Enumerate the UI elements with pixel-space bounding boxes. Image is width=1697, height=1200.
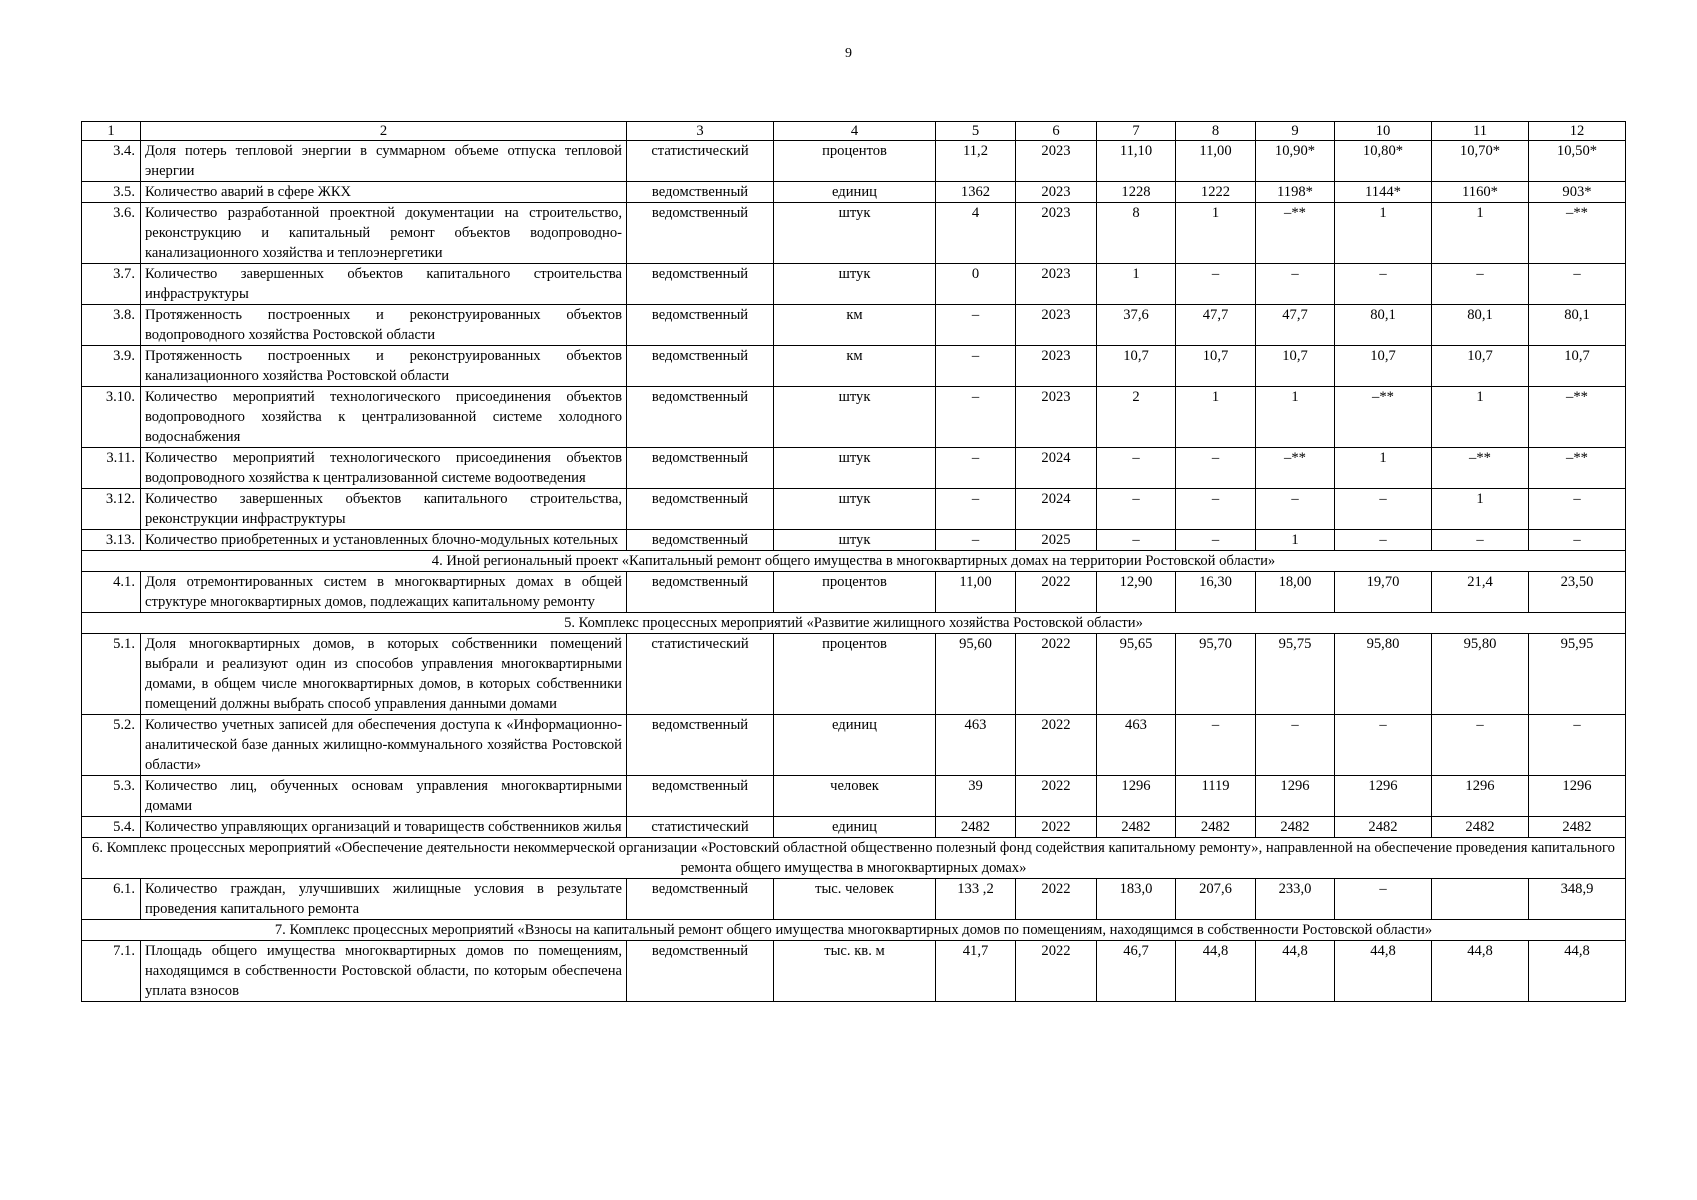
value-cell: –: [1097, 448, 1176, 489]
value-cell: 1228: [1097, 182, 1176, 203]
base-year-cell: 2023: [1016, 141, 1097, 182]
unit-cell: процентов: [774, 141, 936, 182]
base-year-cell: 2022: [1016, 879, 1097, 920]
value-cell: –: [1335, 264, 1432, 305]
header-cell: 2: [141, 122, 627, 141]
header-cell: 6: [1016, 122, 1097, 141]
indicator-description-cell: Количество мероприятий технологического присоединения объектов водопроводного хозяйства к централизованной системе холодного водоснабжения: [141, 387, 627, 448]
header-cell: 5: [936, 122, 1016, 141]
value-cell: 11,00: [1176, 141, 1256, 182]
base-value-cell: –: [936, 305, 1016, 346]
indicator-description-cell: Количество завершенных объектов капитального строительства инфраструктуры: [141, 264, 627, 305]
section-heading: 4. Иной региональный проект «Капитальный ремонт общего имущества в многоквартирных домах на территории Ростовской области»: [82, 551, 1626, 572]
section-heading: 7. Комплекс процессных мероприятий «Взносы на капитальный ремонт общего имущества многоквартирных домов по помещениям, находящимся в собственности Ростовской области»: [82, 920, 1626, 941]
header-cell: 3: [627, 122, 774, 141]
value-cell: –**: [1529, 203, 1626, 264]
base-value-cell: 2482: [936, 817, 1016, 838]
value-cell: 44,8: [1335, 941, 1432, 1002]
value-cell: 44,8: [1432, 941, 1529, 1002]
data-source-cell: ведомственный: [627, 530, 774, 551]
value-cell: 183,0: [1097, 879, 1176, 920]
row-number-cell: 3.7.: [82, 264, 141, 305]
section-heading-row: [82, 613, 1626, 634]
value-cell: –: [1097, 530, 1176, 551]
base-year-cell: 2024: [1016, 448, 1097, 489]
indicator-row: [82, 387, 1626, 448]
header-cell: 12: [1529, 122, 1626, 141]
value-cell: 1296: [1256, 776, 1335, 817]
indicator-row: [82, 941, 1626, 1002]
data-source-cell: ведомственный: [627, 489, 774, 530]
indicator-description-cell: Доля потерь тепловой энергии в суммарном объеме отпуска тепловой энергии: [141, 141, 627, 182]
base-value-cell: 11,00: [936, 572, 1016, 613]
base-value-cell: 463: [936, 715, 1016, 776]
value-cell: 1198*: [1256, 182, 1335, 203]
section-heading-row: [82, 551, 1626, 572]
unit-cell: единиц: [774, 715, 936, 776]
base-value-cell: –: [936, 448, 1016, 489]
value-cell: 10,80*: [1335, 141, 1432, 182]
value-cell: 1296: [1529, 776, 1626, 817]
value-cell: 95,70: [1176, 634, 1256, 715]
value-cell: 1: [1097, 264, 1176, 305]
value-cell: 37,6: [1097, 305, 1176, 346]
page-number: 9: [845, 46, 852, 61]
value-cell: –**: [1432, 448, 1529, 489]
indicator-description-cell: Площадь общего имущества многоквартирных домов по помещениям, находящимся в собственности Ростовской области, по которым обеспечена уплата взносов: [141, 941, 627, 1002]
value-cell: 2482: [1529, 817, 1626, 838]
indicator-row: [82, 448, 1626, 489]
indicator-row: [82, 182, 1626, 203]
value-cell: 1: [1176, 203, 1256, 264]
value-cell: 1: [1176, 387, 1256, 448]
value-cell: 80,1: [1335, 305, 1432, 346]
indicator-row: [82, 572, 1626, 613]
value-cell: –**: [1529, 448, 1626, 489]
unit-cell: процентов: [774, 572, 936, 613]
indicator-description-cell: Количество аварий в сфере ЖКХ: [141, 182, 627, 203]
unit-cell: км: [774, 305, 936, 346]
value-cell: 44,8: [1256, 941, 1335, 1002]
unit-cell: штук: [774, 530, 936, 551]
value-cell: 21,4: [1432, 572, 1529, 613]
indicator-row: [82, 264, 1626, 305]
unit-cell: единиц: [774, 182, 936, 203]
row-number-cell: 3.9.: [82, 346, 141, 387]
header-cell: 4: [774, 122, 936, 141]
value-cell: 1: [1432, 203, 1529, 264]
header-cell: 8: [1176, 122, 1256, 141]
base-value-cell: –: [936, 346, 1016, 387]
row-number-cell: 5.3.: [82, 776, 141, 817]
value-cell: –: [1176, 715, 1256, 776]
indicator-row: [82, 634, 1626, 715]
row-number-cell: 3.5.: [82, 182, 141, 203]
data-source-cell: ведомственный: [627, 203, 774, 264]
unit-cell: штук: [774, 387, 936, 448]
value-cell: 8: [1097, 203, 1176, 264]
indicator-row: [82, 879, 1626, 920]
row-number-cell: 5.4.: [82, 817, 141, 838]
value-cell: 12,90: [1097, 572, 1176, 613]
value-cell: 10,90*: [1256, 141, 1335, 182]
value-cell: 903*: [1529, 182, 1626, 203]
data-source-cell: ведомственный: [627, 448, 774, 489]
indicator-description-cell: Количество учетных записей для обеспечения доступа к «Информационно-аналитической базе данных жилищно-коммунального хозяйства Ростовской области»: [141, 715, 627, 776]
base-value-cell: 11,2: [936, 141, 1016, 182]
data-source-cell: ведомственный: [627, 387, 774, 448]
header-cell: 10: [1335, 122, 1432, 141]
value-cell: 207,6: [1176, 879, 1256, 920]
unit-cell: процентов: [774, 634, 936, 715]
unit-cell: км: [774, 346, 936, 387]
indicator-row: [82, 715, 1626, 776]
value-cell: 19,70: [1335, 572, 1432, 613]
data-source-cell: ведомственный: [627, 572, 774, 613]
indicator-description-cell: Количество приобретенных и установленных блочно-модульных котельных: [141, 530, 627, 551]
unit-cell: штук: [774, 203, 936, 264]
value-cell: –: [1529, 489, 1626, 530]
row-number-cell: 4.1.: [82, 572, 141, 613]
value-cell: –: [1432, 264, 1529, 305]
indicator-row: [82, 203, 1626, 264]
value-cell: [1432, 879, 1529, 920]
row-number-cell: 5.1.: [82, 634, 141, 715]
indicator-row: [82, 817, 1626, 838]
unit-cell: единиц: [774, 817, 936, 838]
unit-cell: штук: [774, 489, 936, 530]
indicator-description-cell: Доля отремонтированных систем в многоквартирных домах в общей структуре многоквартирных домов, подлежащих капитальному ремонту: [141, 572, 627, 613]
data-source-cell: ведомственный: [627, 715, 774, 776]
data-source-cell: ведомственный: [627, 305, 774, 346]
value-cell: 1: [1432, 489, 1529, 530]
value-cell: –: [1176, 489, 1256, 530]
row-number-cell: 3.13.: [82, 530, 141, 551]
value-cell: –: [1335, 879, 1432, 920]
base-year-cell: 2023: [1016, 305, 1097, 346]
value-cell: –: [1176, 264, 1256, 305]
data-source-cell: ведомственный: [627, 264, 774, 305]
value-cell: 80,1: [1529, 305, 1626, 346]
base-value-cell: 133 ,2: [936, 879, 1016, 920]
value-cell: 1: [1432, 387, 1529, 448]
value-cell: –: [1529, 715, 1626, 776]
value-cell: 10,70*: [1432, 141, 1529, 182]
value-cell: 47,7: [1176, 305, 1256, 346]
row-number-cell: 5.2.: [82, 715, 141, 776]
unit-cell: штук: [774, 264, 936, 305]
base-year-cell: 2023: [1016, 182, 1097, 203]
data-source-cell: ведомственный: [627, 879, 774, 920]
value-cell: 1: [1335, 448, 1432, 489]
value-cell: 95,80: [1335, 634, 1432, 715]
base-value-cell: 0: [936, 264, 1016, 305]
section-heading: 6. Комплекс процессных мероприятий «Обеспечение деятельности некоммерческой организации «Ростовский областной общественно полезный фонд содействия капитальному ремонту», направленной на обеспечение проведения капитального ремонта общего имущества в многоквартирных домах»: [82, 838, 1626, 879]
header-cell: 9: [1256, 122, 1335, 141]
row-number-cell: 3.12.: [82, 489, 141, 530]
base-year-cell: 2022: [1016, 634, 1097, 715]
header-cell: 1: [82, 122, 141, 141]
value-cell: –: [1256, 489, 1335, 530]
value-cell: –**: [1256, 448, 1335, 489]
value-cell: 11,10: [1097, 141, 1176, 182]
value-cell: 2482: [1097, 817, 1176, 838]
value-cell: 1: [1256, 530, 1335, 551]
value-cell: –: [1335, 489, 1432, 530]
data-source-cell: статистический: [627, 634, 774, 715]
value-cell: 1144*: [1335, 182, 1432, 203]
value-cell: 2482: [1335, 817, 1432, 838]
value-cell: 10,7: [1432, 346, 1529, 387]
value-cell: –: [1256, 264, 1335, 305]
indicator-description-cell: Протяженность построенных и реконструированных объектов водопроводного хозяйства Ростовской области: [141, 305, 627, 346]
base-year-cell: 2023: [1016, 387, 1097, 448]
base-year-cell: 2023: [1016, 264, 1097, 305]
section-heading: 5. Комплекс процессных мероприятий «Развитие жилищного хозяйства Ростовской области»: [82, 613, 1626, 634]
value-cell: 95,65: [1097, 634, 1176, 715]
unit-cell: человек: [774, 776, 936, 817]
value-cell: 18,00: [1256, 572, 1335, 613]
indicator-row: [82, 530, 1626, 551]
value-cell: 2482: [1176, 817, 1256, 838]
value-cell: –: [1335, 715, 1432, 776]
value-cell: 1: [1256, 387, 1335, 448]
value-cell: –: [1097, 489, 1176, 530]
value-cell: –**: [1529, 387, 1626, 448]
value-cell: 1296: [1097, 776, 1176, 817]
base-year-cell: 2023: [1016, 346, 1097, 387]
value-cell: 95,95: [1529, 634, 1626, 715]
base-value-cell: –: [936, 530, 1016, 551]
value-cell: 47,7: [1256, 305, 1335, 346]
indicator-description-cell: Количество мероприятий технологического присоединения объектов водопроводного хозяйства к централизованной системе водоотведения: [141, 448, 627, 489]
value-cell: 10,7: [1335, 346, 1432, 387]
value-cell: 2482: [1256, 817, 1335, 838]
value-cell: 1222: [1176, 182, 1256, 203]
unit-cell: тыс. человек: [774, 879, 936, 920]
value-cell: 2: [1097, 387, 1176, 448]
data-source-cell: статистический: [627, 817, 774, 838]
value-cell: –: [1335, 530, 1432, 551]
value-cell: –: [1432, 715, 1529, 776]
section-heading-row: [82, 838, 1626, 879]
value-cell: 1160*: [1432, 182, 1529, 203]
value-cell: 348,9: [1529, 879, 1626, 920]
base-year-cell: 2022: [1016, 572, 1097, 613]
row-number-cell: 3.11.: [82, 448, 141, 489]
value-cell: 463: [1097, 715, 1176, 776]
base-value-cell: –: [936, 387, 1016, 448]
column-number-header-row: [82, 122, 1626, 141]
indicator-row: [82, 776, 1626, 817]
indicator-row: [82, 305, 1626, 346]
value-cell: –: [1432, 530, 1529, 551]
indicator-description-cell: Количество разработанной проектной документации на строительство, реконструкцию и капитальный ремонт объектов водопроводно-канализационного хозяйства и теплоэнергетики: [141, 203, 627, 264]
base-year-cell: 2022: [1016, 817, 1097, 838]
indicator-description-cell: Количество завершенных объектов капитального строительства, реконструкции инфраструктуры: [141, 489, 627, 530]
indicator-description-cell: Протяженность построенных и реконструированных объектов канализационного хозяйства Ростовской области: [141, 346, 627, 387]
data-source-cell: ведомственный: [627, 776, 774, 817]
data-source-cell: ведомственный: [627, 941, 774, 1002]
value-cell: –: [1176, 448, 1256, 489]
indicators-table: [81, 121, 1626, 1002]
base-value-cell: 95,60: [936, 634, 1016, 715]
base-year-cell: 2022: [1016, 941, 1097, 1002]
value-cell: –**: [1256, 203, 1335, 264]
base-value-cell: 4: [936, 203, 1016, 264]
value-cell: 23,50: [1529, 572, 1626, 613]
row-number-cell: 3.6.: [82, 203, 141, 264]
value-cell: –: [1529, 264, 1626, 305]
value-cell: –: [1256, 715, 1335, 776]
value-cell: –: [1529, 530, 1626, 551]
base-year-cell: 2023: [1016, 203, 1097, 264]
value-cell: 44,8: [1529, 941, 1626, 1002]
indicator-row: [82, 489, 1626, 530]
value-cell: 16,30: [1176, 572, 1256, 613]
header-cell: 11: [1432, 122, 1529, 141]
value-cell: 2482: [1432, 817, 1529, 838]
indicator-description-cell: Количество лиц, обученных основам управления многоквартирными домами: [141, 776, 627, 817]
value-cell: 1296: [1335, 776, 1432, 817]
value-cell: –: [1176, 530, 1256, 551]
base-value-cell: 1362: [936, 182, 1016, 203]
section-heading-row: [82, 920, 1626, 941]
base-value-cell: –: [936, 489, 1016, 530]
row-number-cell: 3.10.: [82, 387, 141, 448]
data-source-cell: ведомственный: [627, 346, 774, 387]
unit-cell: штук: [774, 448, 936, 489]
value-cell: 10,7: [1097, 346, 1176, 387]
value-cell: 95,75: [1256, 634, 1335, 715]
value-cell: 10,7: [1176, 346, 1256, 387]
base-year-cell: 2022: [1016, 776, 1097, 817]
data-source-cell: статистический: [627, 141, 774, 182]
value-cell: 1: [1335, 203, 1432, 264]
base-year-cell: 2022: [1016, 715, 1097, 776]
data-source-cell: ведомственный: [627, 182, 774, 203]
value-cell: 10,7: [1529, 346, 1626, 387]
row-number-cell: 6.1.: [82, 879, 141, 920]
row-number-cell: 3.4.: [82, 141, 141, 182]
indicator-description-cell: Количество граждан, улучшивших жилищные условия в результате проведения капитального ремонта: [141, 879, 627, 920]
base-value-cell: 39: [936, 776, 1016, 817]
indicator-row: [82, 346, 1626, 387]
value-cell: 80,1: [1432, 305, 1529, 346]
value-cell: 10,7: [1256, 346, 1335, 387]
indicator-description-cell: Количество управляющих организаций и товариществ собственников жилья: [141, 817, 627, 838]
base-year-cell: 2025: [1016, 530, 1097, 551]
value-cell: –**: [1335, 387, 1432, 448]
indicator-row: [82, 141, 1626, 182]
unit-cell: тыс. кв. м: [774, 941, 936, 1002]
header-cell: 7: [1097, 122, 1176, 141]
indicator-description-cell: Доля многоквартирных домов, в которых собственники помещений выбрали и реализуют один из способов управления многоквартирными домами, в общем числе многоквартирных домов, в которых собственники помещений должны выбрать способ управления данными домами: [141, 634, 627, 715]
value-cell: 1296: [1432, 776, 1529, 817]
row-number-cell: 7.1.: [82, 941, 141, 1002]
value-cell: 44,8: [1176, 941, 1256, 1002]
value-cell: 46,7: [1097, 941, 1176, 1002]
row-number-cell: 3.8.: [82, 305, 141, 346]
value-cell: 1119: [1176, 776, 1256, 817]
value-cell: 233,0: [1256, 879, 1335, 920]
base-value-cell: 41,7: [936, 941, 1016, 1002]
base-year-cell: 2024: [1016, 489, 1097, 530]
value-cell: 10,50*: [1529, 141, 1626, 182]
value-cell: 95,80: [1432, 634, 1529, 715]
